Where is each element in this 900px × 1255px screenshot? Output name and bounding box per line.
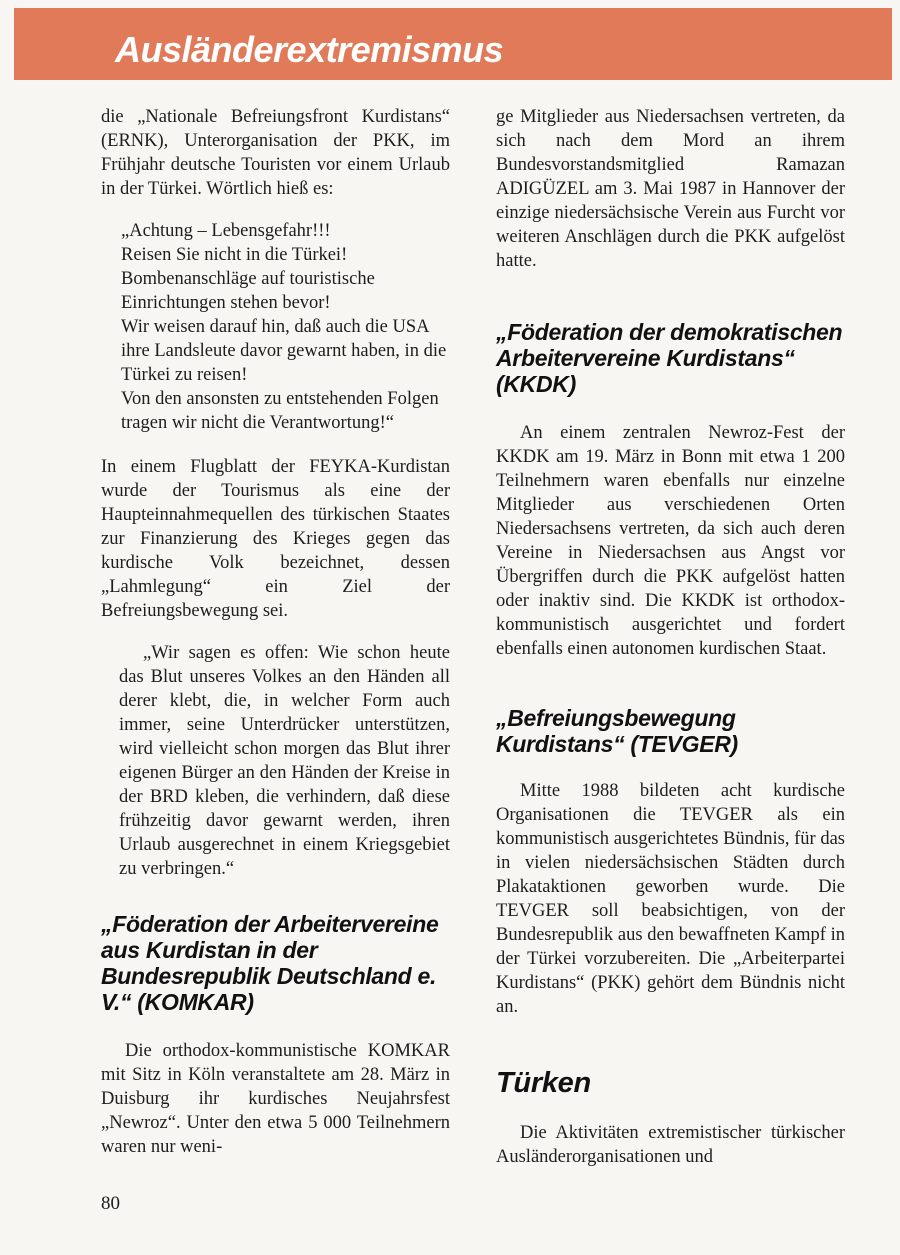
quote-line: Reisen Sie nicht in die Türkei! bbox=[121, 245, 348, 265]
quote-line: „Achtung – Lebensgefahr!!! bbox=[121, 221, 331, 241]
paragraph-ernk: die „Nationale Befreiungsfront Kurdistans“ (ERNK), Unterorganisation der PKK, im Frühjahr deutsche Touristen vor einem Urlaub in der Türkei. Wörtlich hieß es: bbox=[101, 107, 450, 199]
page-number: 80 bbox=[101, 1193, 120, 1214]
heading-tuerken: Türken bbox=[496, 1067, 591, 1099]
paragraph-komkar: Die orthodox-kommunistische KOMKAR mit Sitz in Köln veranstaltete am 28. März in Duisburg ihr kurdisches Neujahrsfest „Newroz“. Unter den etwa 5 000 Teilnehmern waren nur weni- bbox=[101, 1041, 450, 1157]
quote-feyka: „Wir sagen es offen: Wie schon heute das Blut unseres Volkes an den Händen all derer klebt, die, in welcher Form auch immer, seine Unterdrücker unterstützen, wird vielleicht schon morgen das Blut ihrer eigenen Bürger an den Händen der Kreise in der BRD kleben, die verhindern, daß diese frühzeitig davor gewarnt werden, ihren Urlaub ausgerechnet in einem Kriegsgebiet zu verbringen.“ bbox=[119, 643, 450, 879]
paragraph-feyka: In einem Flugblatt der FEYKA-Kurdistan wurde der Tourismus als eine der Haupteinnahmequellen des türkischen Staates zur Finanzierung des Krieges gegen das kurdische Volk bezeichnet, dessen „Lahmlegung“ ein Ziel der Befreiungsbewegung sei. bbox=[101, 457, 450, 621]
paragraph-tuerken: Die Aktivitäten extremistischer türkischer Ausländerorganisationen und bbox=[496, 1123, 845, 1167]
quote-line: Bombenanschläge auf touristische Einrichtungen stehen bevor! bbox=[121, 269, 375, 313]
quote-ernk bbox=[121, 219, 450, 435]
quote-line: Von den ansonsten zu entstehenden Folgen tragen wir nicht die Verantwortung!“ bbox=[121, 389, 439, 433]
right-column bbox=[496, 105, 845, 1169]
heading-komkar: „Föderation der Arbeitervereine aus Kurdistan in der Bundesrepublik Deutschland e. V.“ (KOMKAR) bbox=[101, 911, 439, 1015]
quote-line: Wir weisen darauf hin, daß auch die USA ihre Landsleute davor gewarnt haben, in die Türkei zu reisen! bbox=[121, 317, 447, 385]
paragraph-tevger: Mitte 1988 bildeten acht kurdische Organisationen die TEVGER als ein kommunistisch ausgerichtetes Bündnis, für das in vielen niedersächsischen Städten durch Plakataktionen geworben wurde. Die TEVGER soll beabsichtigen, von der Bundesrepublik aus den bewaffneten Kampf in der Türkei vorzubereiten. Die „Arbeiterpartei Kurdistans“ (PKK) gehört dem Bündnis nicht an. bbox=[496, 781, 845, 1017]
chapter-title: Ausländerextremismus bbox=[115, 29, 504, 70]
paragraph-niedersachsen: ge Mitglieder aus Niedersachsen vertreten, da sich nach dem Mord an ihrem Bundesvorstandsmitglied Ramazan ADIGÜZEL am 3. Mai 1987 in Hannover der einzige niedersächsische Verein aus Furcht vor weiteren Anschlägen durch die PKK aufgelöst hatte. bbox=[496, 107, 845, 271]
heading-tevger: „Befreiungsbewegung Kurdistans“ (TEVGER) bbox=[496, 705, 738, 757]
heading-kkdk: „Föderation der demokratischen Arbeitervereine Kurdistans“ (KKDK) bbox=[496, 319, 843, 397]
left-column bbox=[101, 105, 450, 1159]
paragraph-kkdk: An einem zentralen Newroz-Fest der KKDK am 19. März in Bonn mit etwa 1 200 Teilnehmern waren ebenfalls nur einzelne Mitglieder aus verschiedenen Orten Niedersachsens vertreten, da sich auch deren Vereine in Niedersachsen aus Angst vor Übergriffen durch die PKK aufgelöst hatten oder inaktiv sind. Die KKDK ist orthodox-kommunistisch ausgerichtet und fordert ebenfalls einen autonomen kurdischen Staat. bbox=[496, 423, 845, 659]
